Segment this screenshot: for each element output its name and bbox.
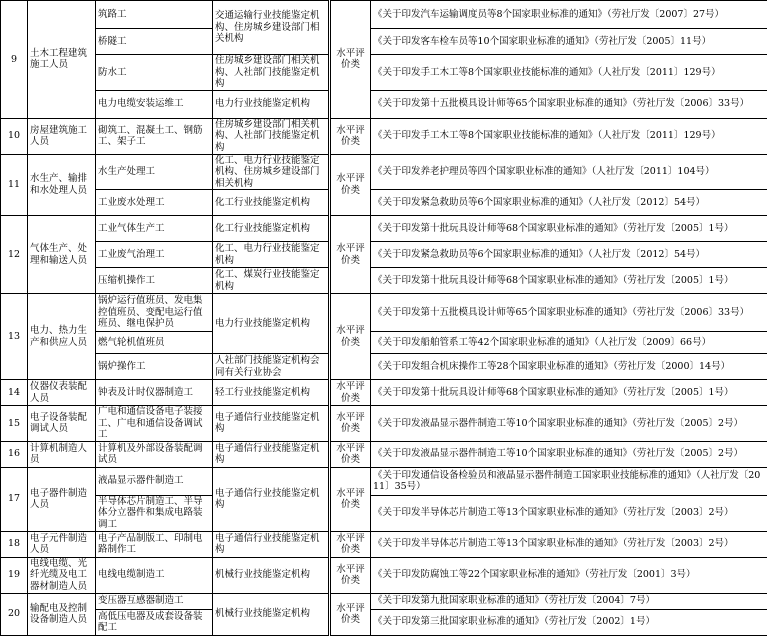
- occupation-cell: 防水工: [96, 55, 213, 91]
- occupation-cell: 电力电缆安装运维工: [96, 90, 213, 118]
- document-cell: 《关于印发手工木工等8个国家职业技能标准的通知》（人社厅发〔2011〕129号）: [371, 118, 767, 154]
- organization-cell: 住房城乡建设部门相关机构、人社部门技能鉴定机构: [213, 55, 330, 91]
- level-cell: 水平评价类: [330, 593, 371, 635]
- occupation-cell: 工业废气治理工: [96, 242, 213, 268]
- organization-cell: 电子通信行业技能鉴定机构: [213, 467, 330, 531]
- document-cell: 《关于印发第九批国家职业标准的通知》（劳社厅发〔2004〕7号）: [371, 593, 767, 609]
- row-number: 20: [1, 593, 28, 635]
- category-cell: 水生产、输排和水处理人员: [28, 154, 96, 216]
- occupation-cell: 燃气轮机值班员: [96, 332, 213, 354]
- table-row: [1, 268, 767, 294]
- occupation-cell: 工业气体生产工: [96, 216, 213, 242]
- level-cell: 水平评价类: [330, 118, 371, 154]
- document-cell: 《关于印发第十批玩具设计师等68个国家职业标准的通知》（劳社厅发〔2005〕1号）: [371, 268, 767, 294]
- document-cell: 《关于印发第十批玩具设计师等68个国家职业标准的通知》（劳社厅发〔2005〕1号）: [371, 216, 767, 242]
- document-cell: 《关于印发第十批玩具设计师等68个国家职业标准的通知》（劳社厅发〔2005〕1号）: [371, 380, 767, 406]
- table-row: [1, 154, 767, 190]
- row-number: 10: [1, 118, 28, 154]
- level-cell: 水平评价类: [330, 1, 371, 119]
- table-row: [1, 294, 767, 332]
- category-cell: 土木工程建筑施工人员: [28, 1, 96, 119]
- document-cell: 《关于印发客车检车员等10个国家职业标准的通知》（劳社厅发〔2005〕11号）: [371, 29, 767, 55]
- document-cell: 《关于印发养老护理员等四个国家职业标准的通知》（人社厅发〔2011〕104号）: [371, 154, 767, 190]
- occupation-cell: 液晶显示器件制造工: [96, 467, 213, 495]
- occupation-cell: 半导体芯片制造工、半导体分立器件和集成电路装调工: [96, 495, 213, 531]
- row-number: 19: [1, 557, 28, 593]
- table-row: [1, 29, 767, 55]
- table-row: [1, 1, 767, 29]
- table-row: [1, 216, 767, 242]
- table-row: [1, 55, 767, 91]
- category-cell: 电力、热力生产和供应人员: [28, 294, 96, 380]
- organization-cell: 化工、煤炭行业技能鉴定机构: [213, 268, 330, 294]
- document-cell: 《关于印发汽车运输调度员等8个国家职业标准的通知》（劳社厅发〔2007〕27号）: [371, 1, 767, 29]
- document-cell: 《关于印发半导体芯片制造工等13个国家职业标准的通知》（劳社厅发〔2003〕2号）: [371, 531, 767, 557]
- document-cell: 《关于印发船舶管系工等42个国家职业标准的通知》（人社厅发〔2009〕66号）: [371, 332, 767, 354]
- organization-cell: 化工行业技能鉴定机构: [213, 216, 330, 242]
- category-cell: 输配电及控制设备制造人员: [28, 593, 96, 635]
- document-cell: 《关于印发通信设备检验员和液晶显示器件制造工国家职业技能标准的通知》（人社厅发〔2011〕35号）: [371, 467, 767, 495]
- occupation-cell: 电子产品制版工、印制电路制作工: [96, 531, 213, 557]
- organization-cell: 机械行业技能鉴定机构: [213, 557, 330, 593]
- document-cell: 《关于印发半导体芯片制造工等13个国家职业标准的通知》（劳社厅发〔2003〕2号）: [371, 495, 767, 531]
- occupation-cell: 锅炉操作工: [96, 354, 213, 380]
- level-cell: 水平评价类: [330, 216, 371, 294]
- organization-cell: 电力行业技能鉴定机构: [213, 294, 330, 354]
- row-number: 13: [1, 294, 28, 380]
- document-cell: 《关于印发防腐蚀工等22个国家职业标准的通知》（劳社厅发〔2001〕3号）: [371, 557, 767, 593]
- organization-cell: 化工行业技能鉴定机构: [213, 190, 330, 216]
- document-cell: 《关于印发第三批国家职业标准的通知》（劳社厅发〔2002〕1号）: [371, 609, 767, 635]
- level-cell: 水平评价类: [330, 441, 371, 467]
- organization-cell: 电子通信行业技能鉴定机构: [213, 406, 330, 442]
- table-row: [1, 90, 767, 118]
- level-cell: 水平评价类: [330, 406, 371, 442]
- organization-cell: 住房城乡建设部门相关机构、人社部门技能鉴定机构: [213, 118, 330, 154]
- organization-cell: 化工、电力行业技能鉴定机构: [213, 242, 330, 268]
- occupation-cell: 锅炉运行值班员、发电集控值班员、变配电运行值班员、继电保护员: [96, 294, 213, 332]
- table-row: [1, 531, 767, 557]
- organization-cell: 轻工行业技能鉴定机构: [213, 380, 330, 406]
- table-row: [1, 593, 767, 609]
- row-number: 15: [1, 406, 28, 442]
- level-cell: 水平评价类: [330, 380, 371, 406]
- category-cell: 房屋建筑施工人员: [28, 118, 96, 154]
- table-row: [1, 190, 767, 216]
- document-cell: 《关于印发第十五批模具设计师等65个国家职业标准的通知》（劳社厅发〔2006〕33号）: [371, 90, 767, 118]
- level-cell: 水平评价类: [330, 531, 371, 557]
- category-cell: 电线电缆、光纤光缆及电工器材制造人员: [28, 557, 96, 593]
- occupation-cell: 工业废水处理工: [96, 190, 213, 216]
- organization-cell: 化工、电力行业技能鉴定机构、住房城乡建设部门相关机构: [213, 154, 330, 190]
- table-row: [1, 380, 767, 406]
- occupation-cell: 变压器互感器制造工: [96, 593, 213, 609]
- organization-cell: 机械行业技能鉴定机构: [213, 593, 330, 635]
- document-cell: 《关于印发紧急救助员等6个国家职业标准的通知》（人社厅发〔2012〕54号）: [371, 190, 767, 216]
- table-row: [1, 441, 767, 467]
- row-number: 18: [1, 531, 28, 557]
- document-cell: 《关于印发紧急救助员等6个国家职业标准的通知》（人社厅发〔2012〕54号）: [371, 242, 767, 268]
- organization-cell: 电子通信行业技能鉴定机构: [213, 531, 330, 557]
- row-number: 11: [1, 154, 28, 216]
- table-row: [1, 406, 767, 442]
- organization-cell: 电力行业技能鉴定机构: [213, 90, 330, 118]
- occupation-cell: 钟表及计时仪器制造工: [96, 380, 213, 406]
- category-cell: 计算机制造人员: [28, 441, 96, 467]
- table-row: [1, 118, 767, 154]
- occupation-cell: 砌筑工、混凝土工、钢筋工、架子工: [96, 118, 213, 154]
- table-row: [1, 467, 767, 495]
- table-row: [1, 354, 767, 380]
- document-cell: 《关于印发液晶显示器件制造工等10个国家职业标准的通知》（劳社厅发〔2005〕2号）: [371, 406, 767, 442]
- occupation-cell: 压缩机操作工: [96, 268, 213, 294]
- row-number: 9: [1, 1, 28, 119]
- category-cell: 电子元件制造人员: [28, 531, 96, 557]
- category-cell: 仪器仪表装配人员: [28, 380, 96, 406]
- category-cell: 电子设备装配调试人员: [28, 406, 96, 442]
- occupation-cell: 桥隧工: [96, 29, 213, 55]
- document-cell: 《关于印发组合机床操作工等28个国家职业标准的通知》（劳社厅发〔2000〕14号）: [371, 354, 767, 380]
- occupation-cell: 筑路工: [96, 1, 213, 29]
- organization-cell: 电子通信行业技能鉴定机构: [213, 441, 330, 467]
- level-cell: 水平评价类: [330, 154, 371, 216]
- document-cell: 《关于印发液晶显示器件制造工等10个国家职业标准的通知》（劳社厅发〔2005〕2号）: [371, 441, 767, 467]
- table-row: [1, 242, 767, 268]
- organization-cell: 人社部门技能鉴定机构会同有关行业协会: [213, 354, 330, 380]
- document-cell: 《关于印发第十五批模具设计师等65个国家职业标准的通知》（劳社厅发〔2006〕33号）: [371, 294, 767, 332]
- occupation-cell: 高低压电器及成套设备装配工: [96, 609, 213, 635]
- level-cell: 水平评价类: [330, 557, 371, 593]
- occupation-cell: 电线电缆制造工: [96, 557, 213, 593]
- document-cell: 《关于印发手工木工等8个国家职业技能标准的通知》（人社厅发〔2011〕129号）: [371, 55, 767, 91]
- occupation-cell: 计算机及外部设备装配调试员: [96, 441, 213, 467]
- row-number: 16: [1, 441, 28, 467]
- table-row: [1, 495, 767, 531]
- table-row: [1, 609, 767, 635]
- table-row: [1, 557, 767, 593]
- category-cell: 电子器件制造人员: [28, 467, 96, 531]
- row-number: 12: [1, 216, 28, 294]
- level-cell: 水平评价类: [330, 467, 371, 531]
- row-number: 17: [1, 467, 28, 531]
- category-cell: 气体生产、处理和输送人员: [28, 216, 96, 294]
- row-number: 14: [1, 380, 28, 406]
- organization-cell: 交通运输行业技能鉴定机构、住房城乡建设部门相关机构: [213, 1, 330, 55]
- occupation-cell: 广电和通信设备电子装接工、广电和通信设备调试工: [96, 406, 213, 442]
- occupation-cell: 水生产处理工: [96, 154, 213, 190]
- level-cell: 水平评价类: [330, 294, 371, 380]
- table-row: [1, 332, 767, 354]
